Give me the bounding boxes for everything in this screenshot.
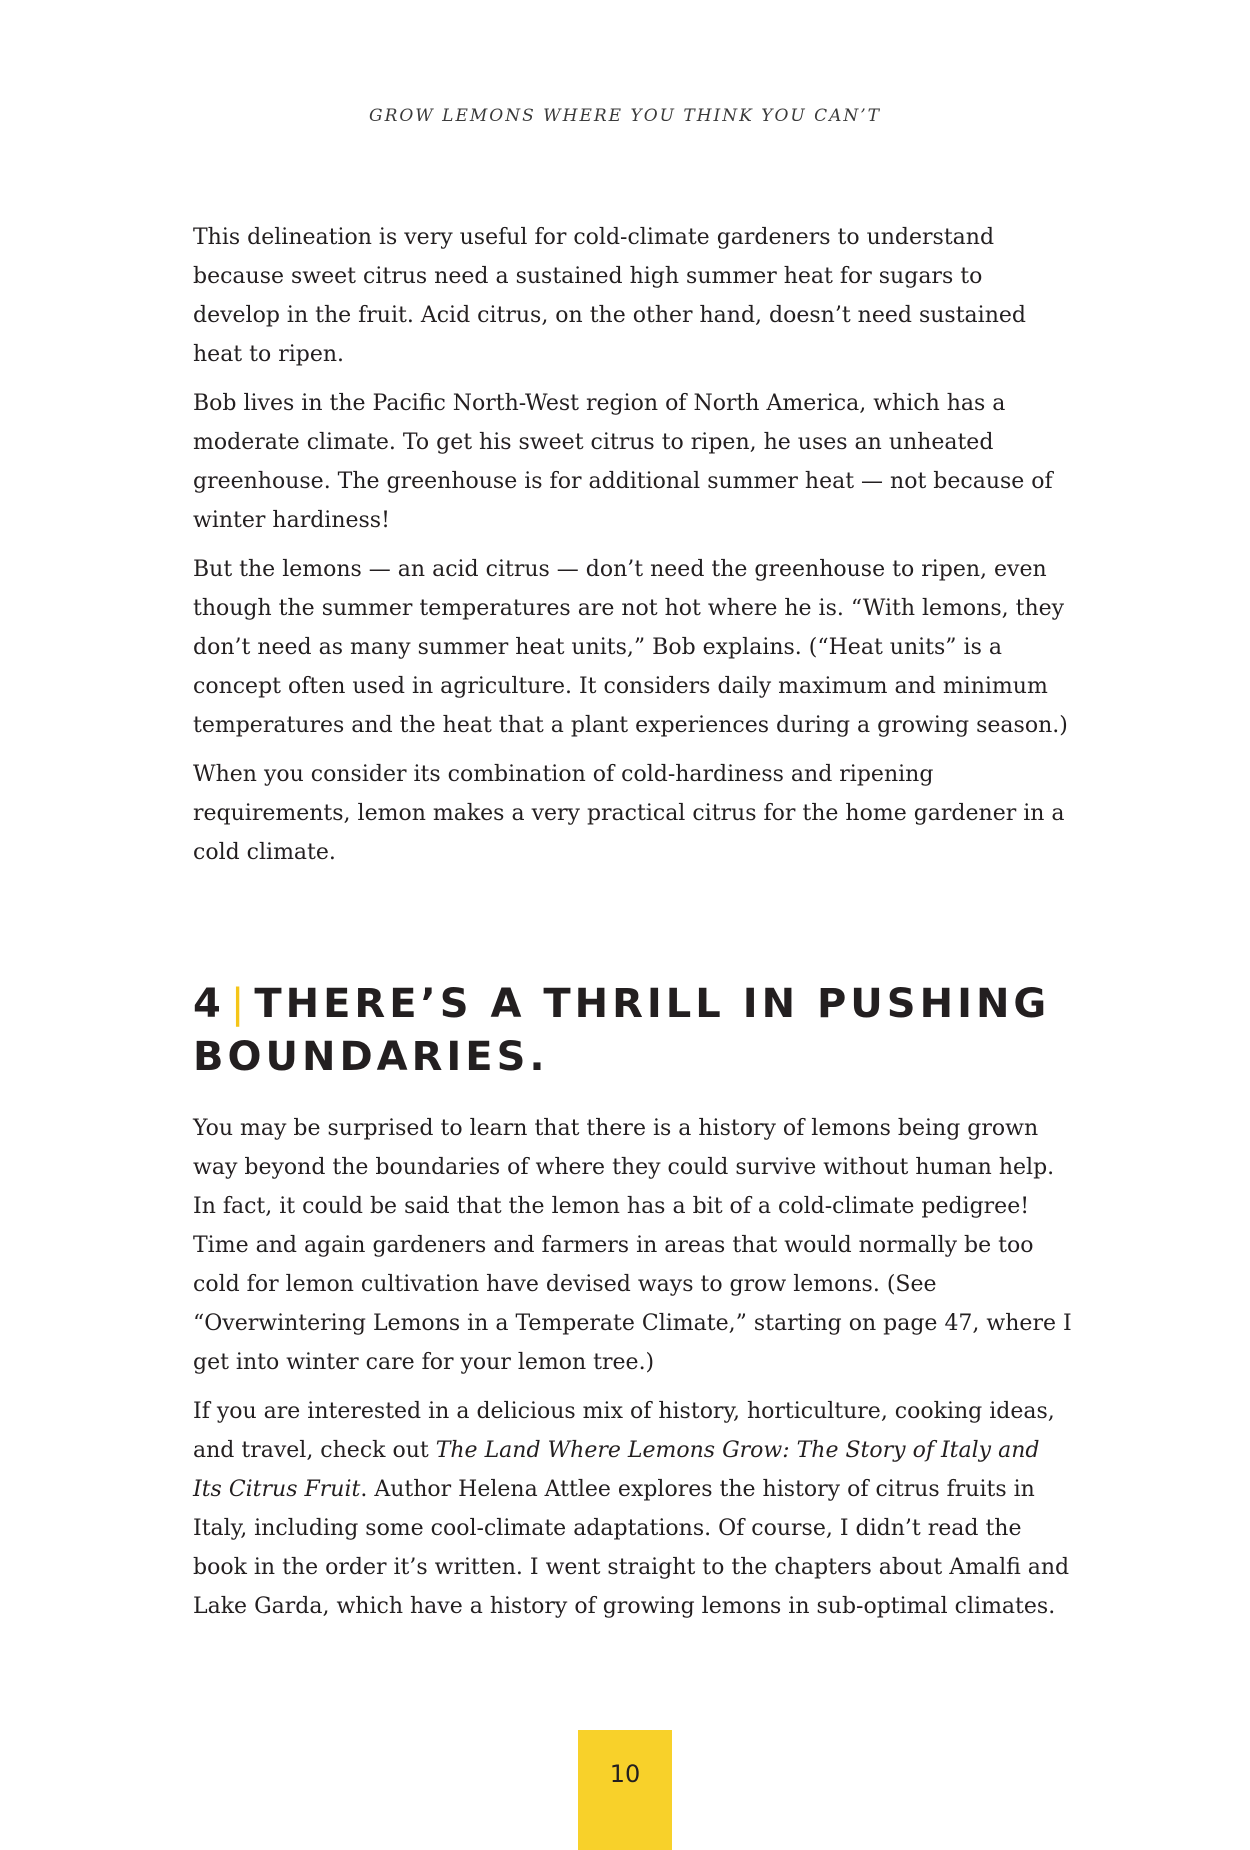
paragraph: This delineation is very useful for cold-climate gardeners to understand because sweet citrus need a sustained high summer heat for sugars to develop in the fruit. Acid citrus, on the other hand, doesn’t need sustained heat to ripen. <box>193 225 1026 367</box>
paragraph-text: If you are interested in a delicious mix of history, horticulture, cooking ideas, and travel, check out <box>193 1399 1055 1463</box>
page-number-tab <box>578 1730 672 1850</box>
paragraph <box>193 1392 1073 1626</box>
paragraph: But the lemons — an acid citrus — don’t need the greenhouse to ripen, even though the summer temperatures are not hot where he is. “With lemons, they don’t need as many summer heat units,” Bob explains. (“Heat units” is a concept often used in agriculture. It considers daily maximum and minimum temperatures and the heat that a plant experiences during a growing season.) <box>193 557 1068 738</box>
section-heading <box>193 978 1093 1084</box>
body-section-top <box>193 218 1073 882</box>
paragraph: Bob lives in the Pacific North-West region of North America, which has a moderate climate. To get his sweet citrus to ripen, he uses an unheated greenhouse. The greenhouse is for additional summer heat — not because of winter hardiness! <box>193 391 1053 533</box>
page-number: 10 <box>609 1760 641 1788</box>
book-title: The Land Where Lemons Grow: The Story of Italy and Its Citrus Fruit <box>193 1438 1040 1502</box>
running-head: GROW LEMONS WHERE YOU THINK YOU CAN’T <box>368 106 882 126</box>
paragraph-text: . Author Helena Attlee explores the history of citrus fruits in Italy, including some cool-climate adaptations. Of course, I didn’t read the book in the order it’s written. I went straight to the chapters about Amalfi and Lake Garda, which have a history of growing lemons in sub-optimal climates. <box>193 1477 1070 1619</box>
paragraph: You may be surprised to learn that there is a history of lemons being grown way beyond the boundaries of where they could survive without human help. In fact, it could be said that the lemon has a bit of a cold-climate pedigree! Time and again gardeners and farmers in areas that would normally be too cold for lemon cultivation have devised ways to grow lemons. (See “Overwintering Lemons in a Temperate Climate,” starting on page 47, where I get into winter care for your lemon tree.) <box>193 1116 1072 1375</box>
heading-number: 4 <box>193 981 225 1027</box>
paragraph: When you consider its combination of cold-hardiness and ripening requirements, lemon makes a very practical citrus for the home gardener in a cold climate. <box>193 762 1065 865</box>
heading-title: THERE’S A THRILL IN PUSHING BOUNDARIES. <box>193 981 1051 1080</box>
body-section-bottom <box>193 1109 1073 1636</box>
heading-separator: | <box>230 981 249 1027</box>
